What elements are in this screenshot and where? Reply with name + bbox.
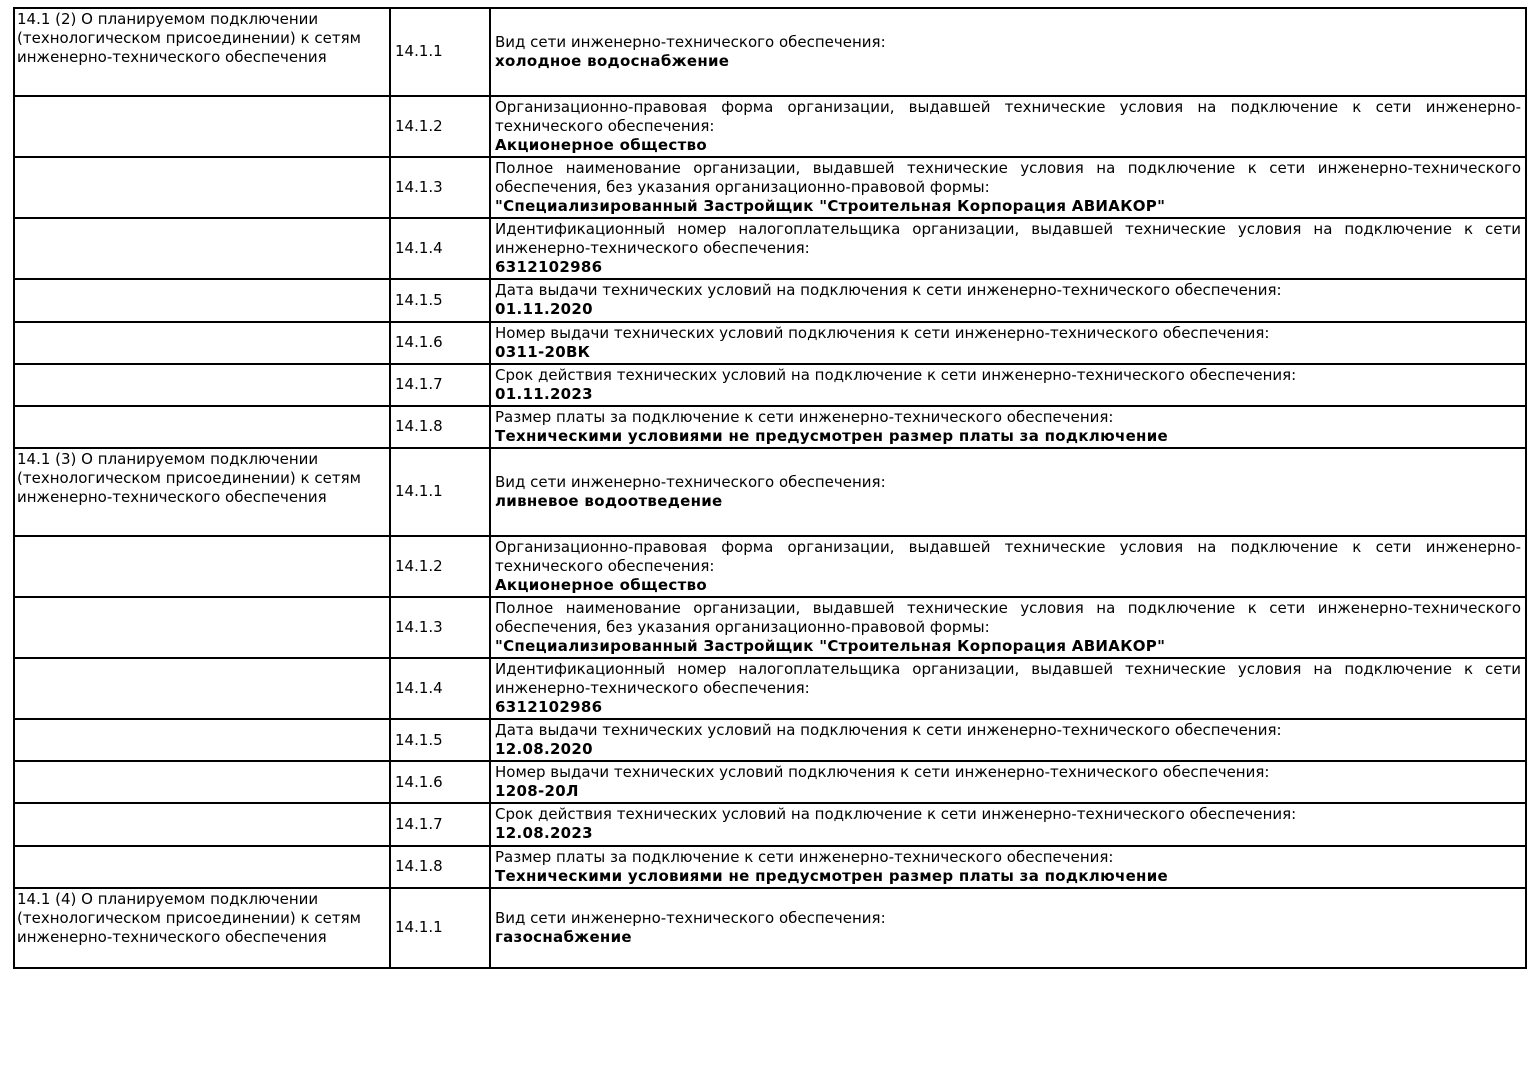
table-row <box>14 364 1526 406</box>
item-label: Вид сети инженерно-технического обеспечения: <box>495 908 886 927</box>
item-value: "Специализированный Застройщик "Строительная Корпорация АВИАКОР" <box>495 197 1166 216</box>
section-empty-cell <box>14 218 390 279</box>
item-number: 14.1.7 <box>395 814 443 833</box>
section-empty-cell <box>14 406 390 448</box>
item-content-cell <box>490 536 1526 597</box>
item-value: 01.11.2020 <box>495 300 593 319</box>
item-number-cell <box>390 96 490 157</box>
item-number: 14.1.1 <box>395 918 443 937</box>
item-number: 14.1.6 <box>395 333 443 352</box>
item-value: 01.11.2023 <box>495 384 593 403</box>
item-number: 14.1.7 <box>395 375 443 394</box>
item-number-cell <box>390 846 490 888</box>
section-empty-cell <box>14 364 390 406</box>
item-label: Срок действия технических условий на подключение к сети инженерно-технического обеспечения: <box>495 805 1297 824</box>
item-value: 12.08.2023 <box>495 824 593 843</box>
item-label: Идентификационный номер налогоплательщика организации, выдавшей технические условия на подключение к сети инженерно-технического обеспечения: <box>495 660 1521 698</box>
section-empty-cell <box>14 761 390 803</box>
section-empty-cell <box>14 279 390 321</box>
table-row <box>14 658 1526 719</box>
item-content-cell <box>490 8 1526 96</box>
item-number-cell <box>390 8 490 96</box>
item-label: Дата выдачи технических условий на подключения к сети инженерно-технического обеспечения: <box>495 281 1282 300</box>
item-number-cell <box>390 448 490 536</box>
table-row <box>14 218 1526 279</box>
table-row <box>14 8 1526 96</box>
item-label: Номер выдачи технических условий подключения к сети инженерно-технического обеспечения: <box>495 323 1270 342</box>
item-label: Дата выдачи технических условий на подключения к сети инженерно-технического обеспечения: <box>495 721 1282 740</box>
item-number-cell <box>390 322 490 364</box>
item-number: 14.1.2 <box>395 117 443 136</box>
item-content-cell <box>490 364 1526 406</box>
item-number: 14.1.3 <box>395 617 443 636</box>
item-label: Идентификационный номер налогоплательщика организации, выдавшей технические условия на подключение к сети инженерно-технического обеспечения: <box>495 220 1521 258</box>
item-content-cell <box>490 448 1526 536</box>
item-number: 14.1.8 <box>395 857 443 876</box>
table-row <box>14 536 1526 597</box>
item-content-cell <box>490 597 1526 658</box>
table-row <box>14 846 1526 888</box>
item-label: Полное наименование организации, выдавшей технические условия на подключение к сети инженерно-технического обеспечения, без указания организационно-правовой формы: <box>495 598 1521 636</box>
item-number-cell <box>390 719 490 761</box>
item-number: 14.1.5 <box>395 730 443 749</box>
item-content-cell <box>490 803 1526 845</box>
item-number-cell <box>390 406 490 448</box>
item-label: Организационно-правовая форма организации, выдавшей технические условия на подключение к сети инженерно-технического обеспечения: <box>495 98 1521 136</box>
item-value: 1208-20Л <box>495 782 579 801</box>
item-label: Полное наименование организации, выдавшей технические условия на подключение к сети инженерно-технического обеспечения, без указания организационно-правовой формы: <box>495 159 1521 197</box>
table-row <box>14 597 1526 658</box>
section-empty-cell <box>14 846 390 888</box>
item-value: 0311-20ВК <box>495 342 591 361</box>
table-body <box>14 8 1526 968</box>
section-title-cell <box>14 8 390 96</box>
item-number-cell <box>390 364 490 406</box>
item-value: Техническими условиями не предусмотрен размер платы за подключение <box>495 866 1168 885</box>
section-empty-cell <box>14 658 390 719</box>
section-empty-cell <box>14 803 390 845</box>
section-title-cell <box>14 448 390 536</box>
item-label: Вид сети инженерно-технического обеспечения: <box>495 32 886 51</box>
table-row <box>14 322 1526 364</box>
item-label: Срок действия технических условий на подключение к сети инженерно-технического обеспечения: <box>495 365 1297 384</box>
item-number: 14.1.5 <box>395 290 443 309</box>
item-value: Акционерное общество <box>495 136 707 155</box>
item-number: 14.1.6 <box>395 772 443 791</box>
item-number-cell <box>390 279 490 321</box>
section-empty-cell <box>14 157 390 218</box>
item-number: 14.1.2 <box>395 556 443 575</box>
item-number: 14.1.1 <box>395 42 443 61</box>
table-row <box>14 279 1526 321</box>
item-content-cell <box>490 279 1526 321</box>
item-value: 6312102986 <box>495 258 603 277</box>
section-title-cell <box>14 888 390 968</box>
table-row <box>14 803 1526 845</box>
table-row <box>14 96 1526 157</box>
table-row <box>14 888 1526 968</box>
item-value: ливневое водоотведение <box>495 491 723 510</box>
item-number-cell <box>390 218 490 279</box>
item-value: Техническими условиями не предусмотрен размер платы за подключение <box>495 426 1168 445</box>
item-content-cell <box>490 406 1526 448</box>
section-title: 14.1 (2) О планируемом подключении (технологическом присоединении) к сетям инженерно-технического обеспечения <box>17 10 361 67</box>
item-number: 14.1.8 <box>395 417 443 436</box>
item-number-cell <box>390 536 490 597</box>
table-row <box>14 448 1526 536</box>
item-number: 14.1.4 <box>395 679 443 698</box>
table-row <box>14 406 1526 448</box>
item-value: "Специализированный Застройщик "Строительная Корпорация АВИАКОР" <box>495 637 1166 656</box>
item-value: холодное водоснабжение <box>495 52 730 70</box>
table-row <box>14 157 1526 218</box>
item-value: Акционерное общество <box>495 575 707 594</box>
item-number-cell <box>390 597 490 658</box>
item-content-cell <box>490 322 1526 364</box>
item-content-cell <box>490 96 1526 157</box>
section-empty-cell <box>14 536 390 597</box>
item-content-cell <box>490 761 1526 803</box>
item-content-cell <box>490 658 1526 719</box>
item-value: 12.08.2020 <box>495 740 593 759</box>
item-number: 14.1.3 <box>395 178 443 197</box>
item-number-cell <box>390 658 490 719</box>
item-content-cell <box>490 218 1526 279</box>
item-content-cell <box>490 888 1526 968</box>
table-row <box>14 719 1526 761</box>
item-number: 14.1.1 <box>395 482 443 501</box>
item-number-cell <box>390 888 490 968</box>
item-content-cell <box>490 846 1526 888</box>
section-empty-cell <box>14 96 390 157</box>
item-number-cell <box>390 803 490 845</box>
item-label: Размер платы за подключение к сети инженерно-технического обеспечения: <box>495 847 1114 866</box>
section-empty-cell <box>14 322 390 364</box>
item-label: Номер выдачи технических условий подключения к сети инженерно-технического обеспечения: <box>495 763 1270 782</box>
section-title: 14.1 (3) О планируемом подключении (технологическом присоединении) к сетям инженерно-технического обеспечения <box>17 449 361 506</box>
item-number-cell <box>390 157 490 218</box>
section-title: 14.1 (4) О планируемом подключении (технологическом присоединении) к сетям инженерно-технического обеспечения <box>17 889 361 946</box>
section-empty-cell <box>14 597 390 658</box>
item-content-cell <box>490 157 1526 218</box>
section-empty-cell <box>14 719 390 761</box>
item-label: Размер платы за подключение к сети инженерно-технического обеспечения: <box>495 407 1114 426</box>
table-row <box>14 761 1526 803</box>
item-value: 6312102986 <box>495 698 603 717</box>
item-label: Организационно-правовая форма организации, выдавшей технические условия на подключение к сети инженерно-технического обеспечения: <box>495 537 1521 575</box>
item-content-cell <box>490 719 1526 761</box>
project-declaration-table <box>13 7 1527 969</box>
item-label: Вид сети инженерно-технического обеспечения: <box>495 472 886 491</box>
item-number: 14.1.4 <box>395 239 443 258</box>
item-number-cell <box>390 761 490 803</box>
item-value: газоснабжение <box>495 927 632 946</box>
